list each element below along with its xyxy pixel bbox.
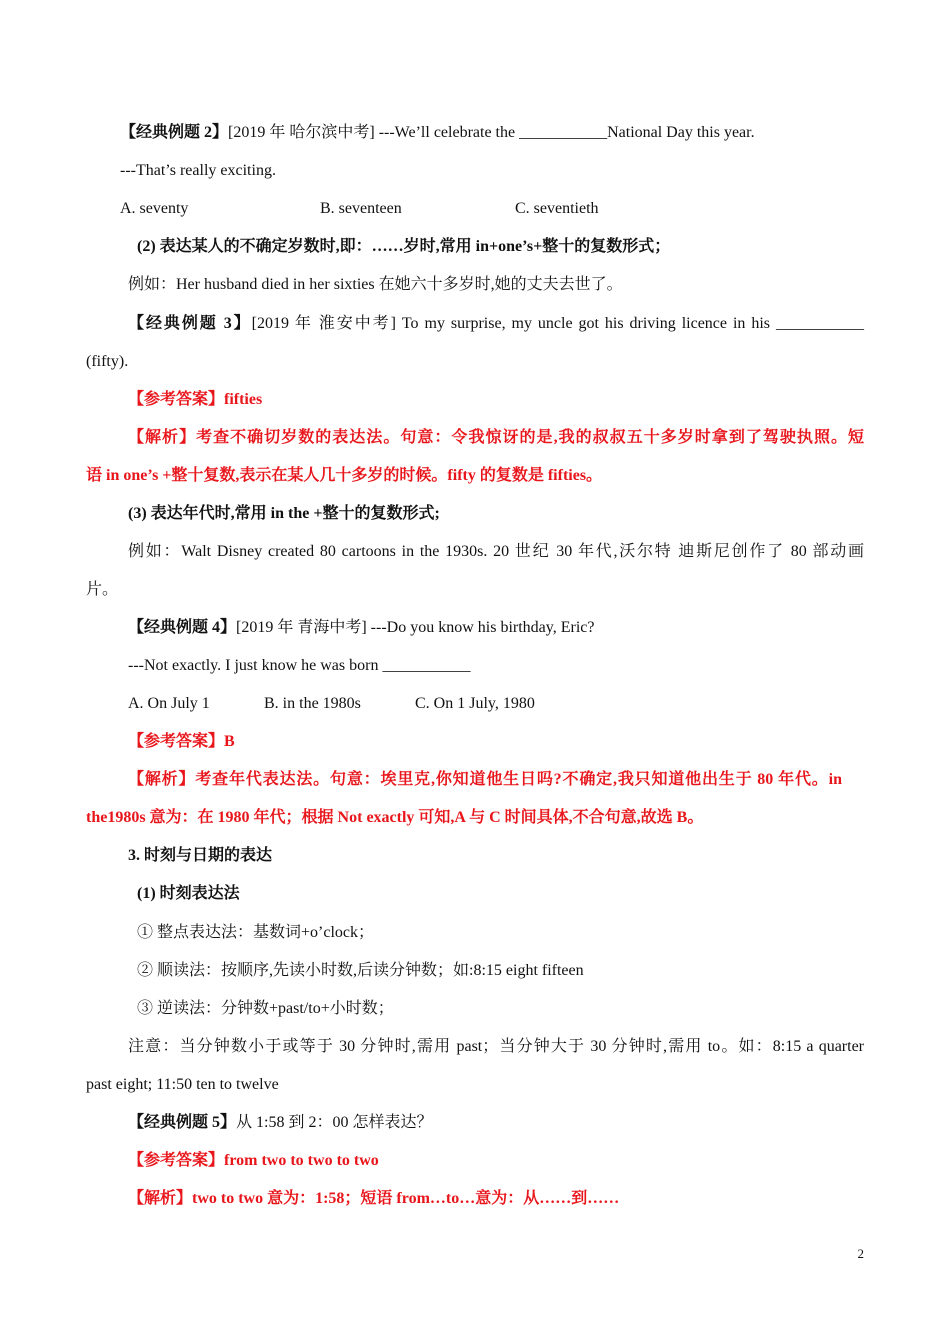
ex4-answer: 【参考答案】B [128,733,235,750]
ex4-question-line [128,618,594,638]
ex3-answer: 【参考答案】fifties [128,391,263,408]
sec2-heading: (2) 表达某人的不确定岁数时,即：……岁时,常用 in+one’s+整十的复数形式； [137,238,671,255]
ex4-analysis: 【解析】考查年代表达法。句意：埃里克,你知道他生日吗?不确定,我只知道他出生于 80 年代。in [128,771,842,788]
ex2-option-a: A. seventy [120,200,189,217]
ex2-source: [2019 年 哈尔滨中考] [228,124,379,141]
ex2-option-b: B. seventeen [320,200,402,217]
ex5-answer: 【参考答案】from two to two to two [128,1152,379,1169]
ex2-reply: ---That’s really exciting. [120,162,276,179]
ex4-reply: ---Not exactly. I just know he was born ___________ [128,657,471,674]
ex4-option-a: A. On July 1 [128,695,210,712]
ex5-question-line [128,1113,432,1133]
ex3-question-line [128,314,864,334]
note-line: 注意：当分钟数小于或等于 30 分钟时,需用 past；当分钟大于 30 分钟时,需用 to。如：8:15 a quarter [128,1038,864,1055]
ex3-question-cont: (fifty). [86,353,129,370]
sec3-heading: (3) 表达年代时,常用 in the +整十的复数形式; [128,505,440,522]
ex3-question: [2019 年 淮安中考] To my surprise, my uncle got his driving licence in his ___________ [251,315,864,332]
ex2-question: ---We’ll celebrate the ___________National Day this year. [378,124,755,141]
part3-subheading: (1) 时刻表达法 [137,885,240,902]
method-reverse-reading: ③ 逆读法：分钟数+past/to+小时数； [137,1000,394,1017]
sec3-example-cont: 片。 [86,581,119,598]
method-forward-reading: ② 顺读法：按顺序,先读小时数,后读分钟数；如:8:15 eight fifteen [137,962,584,979]
ex2-question-line [120,123,755,143]
ex4-question: [2019 年 青海中考] ---Do you know his birthday, Eric? [236,619,595,636]
ex4-option-c: C. On 1 July, 1980 [415,695,535,712]
ex4-analysis-cont: the1980s 意为：在 1980 年代；根据 Not exactly 可知,A 与 C 时间具体,不合句意,故选 B。 [86,809,704,826]
ex5-tag: 【经典例题 5】 [128,1114,237,1131]
ex2-option-c: C. seventieth [515,200,599,217]
ex5-question: 从 1:58 到 2：00 怎样表达？ [236,1114,433,1131]
note-line-cont: past eight; 11:50 ten to twelve [86,1076,279,1093]
ex5-analysis: 【解析】two to two 意为：1:58；短语 from…to…意为：从……到…… [128,1190,620,1207]
page-number: 2 [857,1246,864,1261]
sec2-example: 例如：Her husband died in her sixties 在她六十多岁时,她的丈夫去世了。 [128,276,623,293]
ex3-analysis: 【解析】考查不确切岁数的表达法。句意：令我惊讶的是,我的叔叔五十多岁时拿到了驾驶执照。短 [128,429,864,446]
ex3-tag: 【经典例题 3】 [128,315,252,332]
part3-heading: 3. 时刻与日期的表达 [128,847,273,864]
ex2-tag: 【经典例题 2】 [120,124,229,141]
ex4-tag: 【经典例题 4】 [128,619,237,636]
ex4-option-b: B. in the 1980s [264,695,361,712]
ex3-analysis-cont: 语 in one’s +整十复数,表示在某人几十多岁的时候。fifty 的复数是 fifties。 [86,467,603,484]
sec3-example: 例如：Walt Disney created 80 cartoons in the 1930s. 20 世纪 30 年代,沃尔特 迪斯尼创作了 80 部动画 [128,543,864,560]
method-whole-hour: ① 整点表达法：基数词+o’clock； [137,924,375,941]
